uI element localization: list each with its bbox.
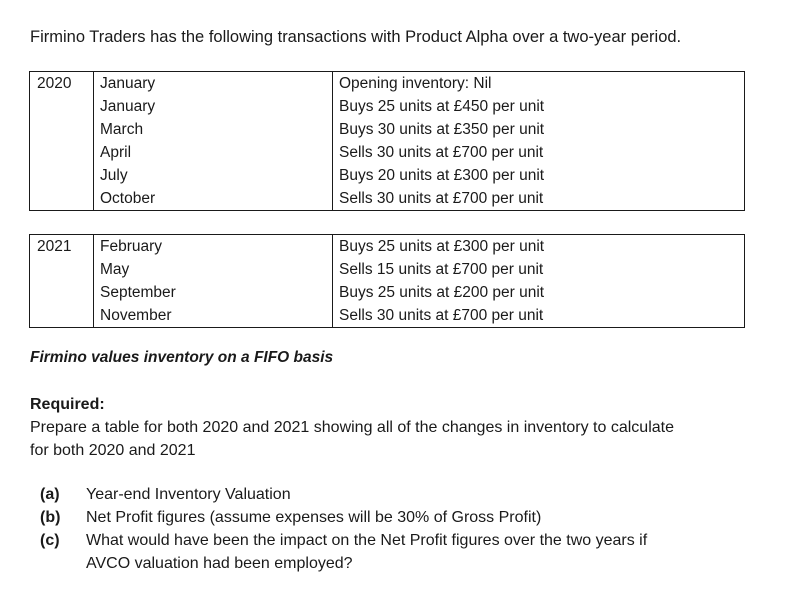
month-cell: July: [94, 164, 333, 187]
month-cell: February: [94, 235, 333, 259]
transactions-table-2020: [29, 71, 745, 211]
transaction-cell: Buys 20 units at £300 per unit: [333, 164, 745, 187]
question-letter: (c): [40, 532, 60, 549]
transaction-cell: Opening inventory: Nil: [333, 72, 745, 96]
table-row: [30, 258, 745, 281]
table-row: [30, 141, 745, 164]
year-cell: [30, 187, 94, 211]
intro-text: Firmino Traders has the following transactions with Product Alpha over a two-year period.: [30, 28, 682, 46]
transaction-cell: Sells 30 units at £700 per unit: [333, 141, 745, 164]
month-cell: March: [94, 118, 333, 141]
question-list: [40, 483, 660, 575]
year-cell: [30, 304, 94, 328]
table-row: [30, 72, 745, 96]
year-cell: 2020: [30, 72, 94, 96]
month-cell: November: [94, 304, 333, 328]
question-letter: (a): [40, 486, 60, 503]
month-cell: January: [94, 95, 333, 118]
year-cell: [30, 95, 94, 118]
list-item: [40, 506, 660, 529]
required-heading: Required:: [30, 396, 105, 413]
year-cell: [30, 164, 94, 187]
transaction-cell: Buys 25 units at £300 per unit: [333, 235, 745, 259]
list-item: [40, 483, 660, 506]
year-cell: [30, 258, 94, 281]
table-row: [30, 304, 745, 328]
table-row: [30, 164, 745, 187]
list-item: [40, 529, 660, 575]
year-cell: [30, 141, 94, 164]
question-letter: (b): [40, 509, 61, 526]
transaction-cell: Sells 30 units at £700 per unit: [333, 304, 745, 328]
year-cell: 2021: [30, 235, 94, 259]
valuation-note: Firmino values inventory on a FIFO basis: [30, 349, 334, 366]
table-row: [30, 281, 745, 304]
question-text: Year-end Inventory Valuation: [86, 486, 291, 503]
month-cell: May: [94, 258, 333, 281]
table-row: [30, 235, 745, 259]
transaction-cell: Buys 25 units at £450 per unit: [333, 95, 745, 118]
table-row: [30, 118, 745, 141]
transactions-table-2021: [29, 234, 745, 328]
required-text: Prepare a table for both 2020 and 2021 showing all of the changes in inventory to calculate for both 2020 and 2021: [30, 419, 674, 459]
year-cell: [30, 281, 94, 304]
transaction-cell: Buys 30 units at £350 per unit: [333, 118, 745, 141]
transaction-cell: Sells 15 units at £700 per unit: [333, 258, 745, 281]
month-cell: April: [94, 141, 333, 164]
question-text: What would have been the impact on the Net Profit figures over the two years if AVCO valuation had been employed?: [86, 532, 648, 572]
month-cell: October: [94, 187, 333, 211]
month-cell: September: [94, 281, 333, 304]
table-row: [30, 95, 745, 118]
month-cell: January: [94, 72, 333, 96]
question-text: Net Profit figures (assume expenses will be 30% of Gross Profit): [86, 509, 542, 526]
table-row: [30, 187, 745, 211]
transaction-cell: Sells 30 units at £700 per unit: [333, 187, 745, 211]
year-cell: [30, 118, 94, 141]
transaction-cell: Buys 25 units at £200 per unit: [333, 281, 745, 304]
